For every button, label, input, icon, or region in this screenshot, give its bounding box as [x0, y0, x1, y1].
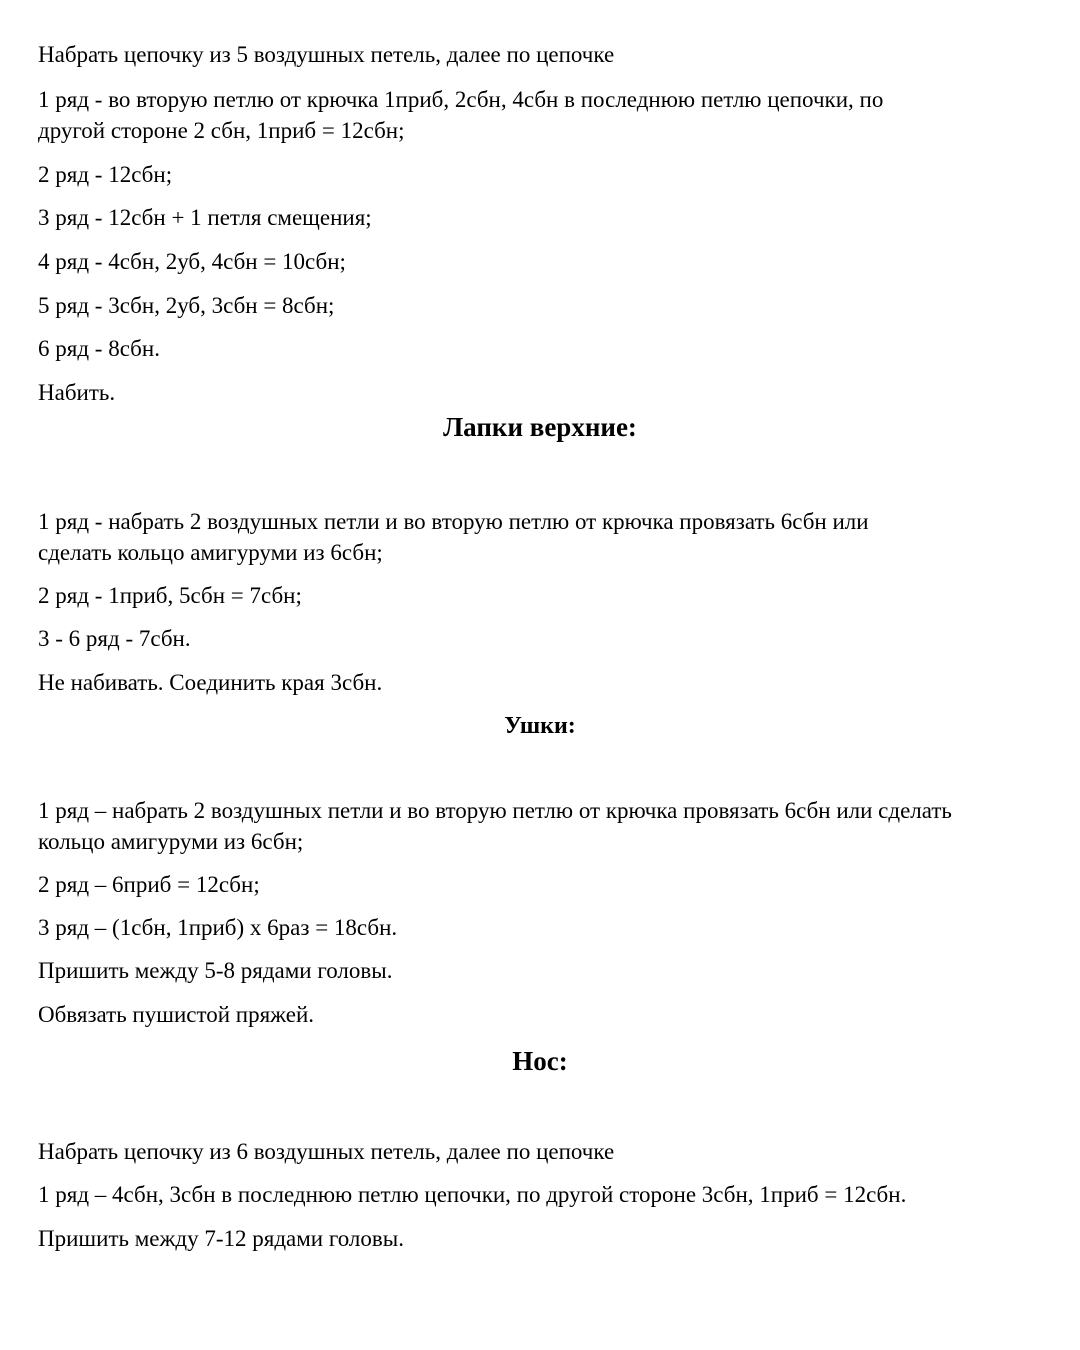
- section2-row2: 2 ряд - 1приб, 5сбн = 7сбн;: [38, 583, 302, 608]
- section1-row6: 6 ряд - 8сбн.: [38, 336, 160, 361]
- section4-intro: Набрать цепочку из 6 воздушных петель, далее по цепочке: [38, 1139, 615, 1164]
- section4-note: Пришить между 7-12 рядами головы.: [38, 1226, 404, 1251]
- section1-row3: 3 ряд - 12сбн + 1 петля смещения;: [38, 205, 372, 230]
- section2-row3: 3 - 6 ряд - 7сбн.: [38, 626, 191, 651]
- section3-row1-line2: кольцо амигуруми из 6сбн;: [38, 829, 304, 854]
- section1-row5: 5 ряд - 3сбн, 2уб, 3сбн = 8сбн;: [38, 293, 335, 318]
- section1-row2: 2 ряд - 12сбн;: [38, 162, 173, 187]
- section2-row1-line2: сделать кольцо амигуруми из 6сбн;: [38, 540, 383, 565]
- section3-row1-line1: 1 ряд – набрать 2 воздушных петли и во вторую петлю от крючка провязать 6сбн или сделать: [38, 798, 952, 823]
- section3-note1: Пришить между 5-8 рядами головы.: [38, 958, 393, 983]
- section1-outro: Набить.: [38, 380, 116, 405]
- section2-heading: Лапки верхние:: [443, 412, 637, 442]
- section2-row1-line1: 1 ряд - набрать 2 воздушных петли и во вторую петлю от крючка провязать 6сбн или: [38, 509, 869, 534]
- section3-row2: 2 ряд – 6приб = 12сбн;: [38, 872, 260, 897]
- section1-intro: Набрать цепочку из 5 воздушных петель, далее по цепочке: [38, 42, 615, 67]
- section4-row1: 1 ряд – 4сбн, 3сбн в последнюю петлю цепочки, по другой стороне 3сбн, 1приб = 12сбн.: [38, 1182, 907, 1207]
- section3-row3: 3 ряд – (1сбн, 1приб) х 6раз = 18сбн.: [38, 915, 398, 940]
- section3-heading: Ушки:: [504, 713, 576, 739]
- section3-note2: Обвязать пушистой пряжей.: [38, 1002, 315, 1027]
- section1-row4: 4 ряд - 4сбн, 2уб, 4сбн = 10сбн;: [38, 249, 346, 274]
- section4-heading: Нос:: [512, 1046, 568, 1076]
- section1-row1-line2: другой стороне 2 сбн, 1приб = 12сбн;: [38, 118, 405, 143]
- section2-outro: Не набивать. Соединить края 3сбн.: [38, 670, 383, 695]
- section1-row1-line1: 1 ряд - во вторую петлю от крючка 1приб, 2сбн, 4сбн в последнюю петлю цепочки, по: [38, 87, 884, 112]
